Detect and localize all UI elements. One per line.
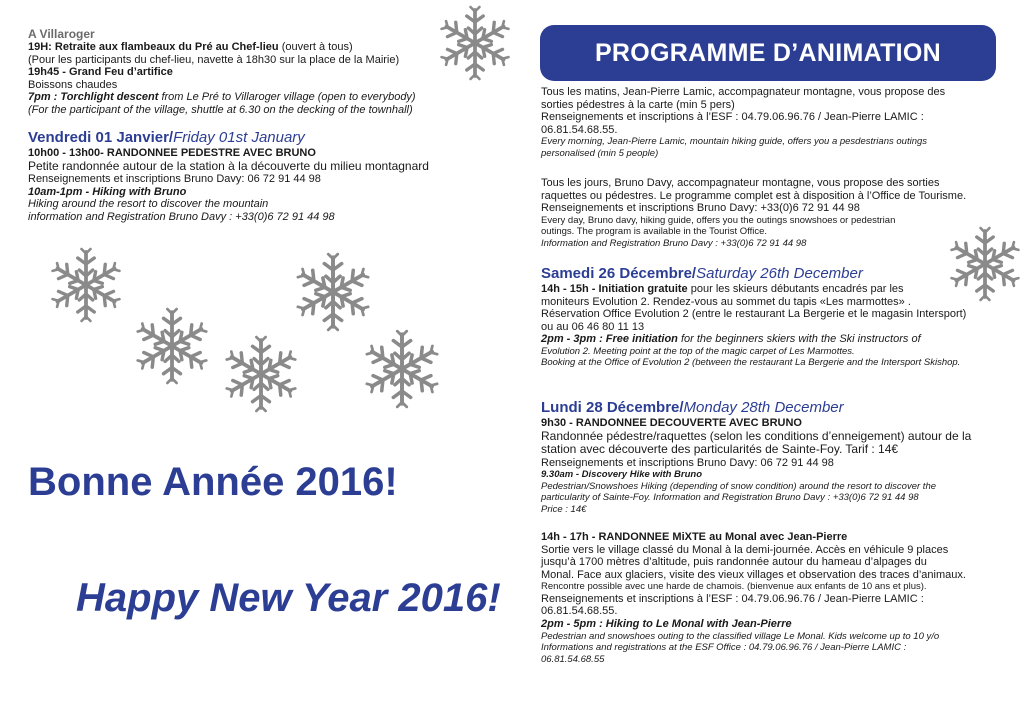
- event-line: Boissons chaudes: [28, 78, 118, 91]
- event-note: (ouvert à tous): [278, 41, 353, 53]
- event-line: station avec découverte des particularités de Sainte-Foy. Tarif : 14€: [541, 442, 899, 457]
- event-line: 19h45 - Grand Feu d’artifice: [28, 66, 173, 79]
- event-line: Tous les matins, Jean-Pierre Lamic, accompagnateur montagne, vous propose des: [541, 86, 946, 98]
- event-line: personalised (min 5 people): [541, 147, 659, 159]
- event-line: 9.30am - Discovery Hike with Bruno: [541, 469, 703, 481]
- event-line: 2pm - 3pm : Free initiation for the beginners skiers with the Ski instructors of: [541, 333, 921, 346]
- program-block-monal: [541, 531, 966, 665]
- event-line: Renseignements et inscriptions Bruno Davy: +33(0)6 72 91 44 98: [541, 202, 860, 215]
- event-line: 14h - 15h - Initiation gratuite pour les skieurs débutants encadrés par les: [541, 283, 904, 295]
- event-line: ou au 06 46 80 11 13: [541, 320, 645, 333]
- event-line: Renseignements et inscriptions Bruno Davy: 06 72 91 44 98: [541, 456, 834, 469]
- greeting-english: Happy New Year 2016!: [76, 576, 501, 620]
- event-line: Tous les jours, Bruno Davy, accompagnateur montagne, vous propose des sorties: [541, 177, 940, 189]
- program-block-daily-hikes: [541, 86, 945, 159]
- event-line: Every morning, Jean-Pierre Lamic, mountain hiking guide, offers you a pesdestrians outings: [541, 136, 928, 148]
- event-line: 06.81.54.68.55.: [541, 123, 618, 136]
- event-note: from Le Pré to Villaroger village (open to everybody): [158, 91, 416, 104]
- section-title: A Villaroger: [28, 27, 95, 41]
- event-line: 2pm - 5pm : Hiking to Le Monal with Jean-Pierre: [541, 618, 792, 631]
- event-line: sorties pédestres à la carte (min 5 pers): [541, 98, 735, 111]
- event-line: [28, 41, 416, 54]
- program-block-monday: [541, 399, 971, 515]
- program-title-banner: PROGRAMME D’ANIMATION: [540, 25, 996, 81]
- event-line: information and Registration Bruno Davy : +33(0)6 72 91 44 98: [28, 210, 335, 223]
- event-line: Pedestrian and snowshoes outing to the classified village Le Monal. Kids welcome up to 10 y/o: [541, 630, 940, 642]
- event-line: Evolution 2. Meeting point at the top of the magic carpet of Les Marmottes.: [541, 345, 855, 357]
- program-block-saturday: [541, 265, 966, 369]
- event-line: Every day, Bruno davy, hiking guide, offers you the outings snowshoes or pedestrian: [541, 214, 896, 226]
- event-line: Renseignements et inscriptions à l’ESF : 04.79.06.96.76 / Jean-Pierre LAMIC :: [541, 111, 924, 124]
- friday-section: [28, 129, 429, 223]
- day-heading: Lundi 28 Décembre/Monday 28th December: [541, 399, 844, 416]
- event-line: Renseignements et inscriptions Bruno Davy: 06 72 91 44 98: [28, 173, 321, 186]
- event-line: Pedestrian/Snowshoes Hiking (depending of snow condition) around the resort to discover the: [541, 480, 937, 492]
- event-line: moniteurs Evolution 2. Rendez-vous au sommet du tapis «Les marmottes» .: [541, 295, 911, 308]
- event-line: [28, 91, 416, 104]
- snowflake-icon: [436, 4, 514, 82]
- event-line: (Pour les participants du chef-lieu, navette à 18h30 sur la place de la Mairie): [28, 53, 400, 66]
- event-line: 10am-1pm - Hiking with Bruno: [28, 185, 187, 198]
- snowflake-icon: [47, 246, 125, 324]
- event-line: raquettes ou pédestres. Le programme complet est à disposition à l’Office de Tourisme.: [541, 189, 967, 202]
- day-heading: Samedi 26 Décembre/Saturday 26th December: [541, 265, 863, 282]
- program-block-bruno: [541, 177, 966, 249]
- snowflake-icon: [292, 251, 374, 333]
- event-line: Rencontre possible avec une harde de chamois. (bienvenue aux enfants de 10 ans et plus).: [541, 581, 927, 593]
- event-line: 06.81.54.68.55: [541, 653, 605, 665]
- event-line: jusqu’à 1700 mètres d’altitude, puis randonnée autour du hameau d’alpages du: [541, 556, 927, 569]
- event-line: 06.81.54.68.55.: [541, 605, 618, 618]
- event-line: Information and Registration Bruno Davy : +33(0)6 72 91 44 98: [541, 237, 807, 249]
- snowflake-icon: [361, 328, 443, 410]
- event-line: 9h30 - RANDONNEE DECOUVERTE AVEC BRUNO: [541, 417, 802, 429]
- event-line: Randonnée pédestre/raquettes (selon les conditions d’enneigement) autour de la: [541, 428, 972, 443]
- snowflake-icon: [132, 306, 212, 386]
- event-line: Informations and registrations at the ESF Office : 04.79.06.96.76 / Jean-Pierre LAMIC :: [541, 642, 907, 654]
- event-line: Renseignements et inscriptions à l’ESF : 04.79.06.96.76 / Jean-Pierre LAMIC :: [541, 592, 924, 605]
- greeting-french: Bonne Année 2016!: [28, 460, 398, 504]
- event-line: Booking at the Office of Evolution 2 (between the restaurant La Bergerie and the Intersport Skishop.: [541, 357, 961, 369]
- event-line: Réservation Office Evolution 2 (entre le restaurant La Bergerie et le magasin Intersport): [541, 308, 967, 321]
- event-line: particularity of Sainte-Foy. Information and Registration Bruno Davy : +33(0)6 72 91 44 98: [541, 492, 919, 504]
- event-line: Hiking around the resort to discover the mountain: [28, 198, 269, 211]
- event-line: (For the participant of the village, shuttle at 6.30 on the decking of the townhall): [28, 103, 413, 116]
- snowflake-icon: [221, 334, 301, 414]
- event-line: outings. The program is available in the Tourist Office.: [541, 226, 768, 238]
- event-time: 7pm : Torchlight descent: [28, 91, 159, 104]
- event-line: 10h00 - 13h00- RANDONNEE PEDESTRE AVEC BRUNO: [28, 147, 316, 159]
- event-line: Sortie vers le village classé du Monal à la demi-journée. Accès en véhicule 9 places: [541, 543, 949, 556]
- event-line: Monal. Face aux glaciers, visite des vieux villages et observation des traces d’animaux.: [541, 568, 966, 581]
- villaroger-section: [28, 27, 416, 117]
- event-time: 19H: Retraite aux flambeaux du Pré au Chef-lieu: [28, 41, 279, 53]
- day-heading: Vendredi 01 Janvier/Friday 01st January: [28, 129, 305, 146]
- event-line: Petite randonnée autour de la station à la découverte du milieu montagnard: [28, 158, 429, 173]
- event-line: 14h - 17h - RANDONNEE MiXTE au Monal avec Jean-Pierre: [541, 531, 848, 543]
- event-line: Price : 14€: [541, 503, 587, 515]
